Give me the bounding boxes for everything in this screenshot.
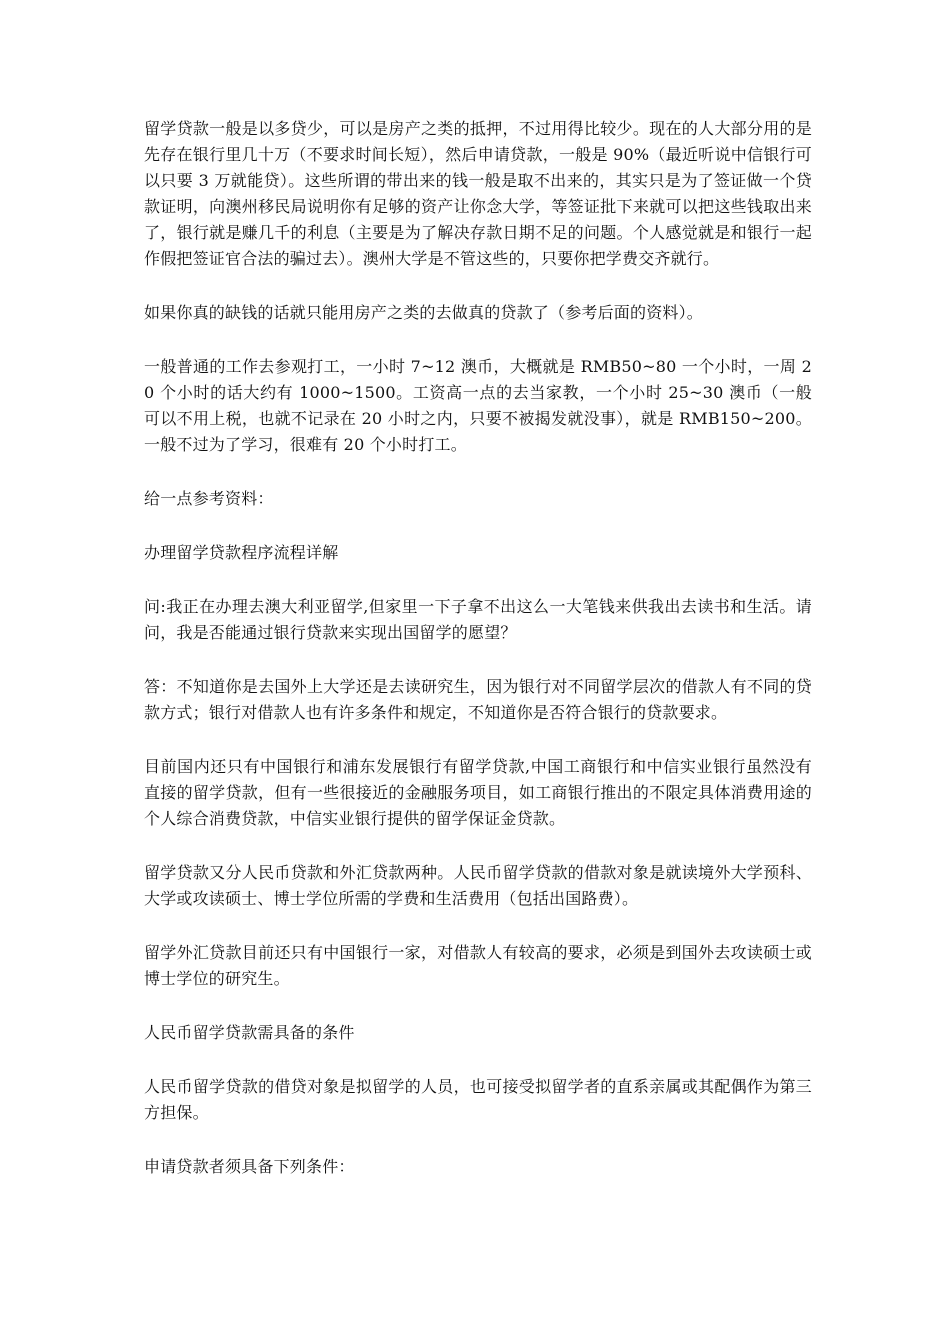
paragraph-part-time-work: 一般普通的工作去参观打工，一小时 7~12 澳币，大概就是 RMB50~80 一个小时，一周 20 个小时的话大约有 1000~1500。工资高一点的去当家教，一个小时 25~30 澳币（一般可以不用上税，也就不记录在 20 小时之内，只要不被揭发就没事），就是 RMB150~200。一般不过为了学习，很难有 20 个小时打工。 (144, 357, 812, 454)
paragraph-real-loan: 如果你真的缺钱的话就只能用房产之类的去做真的贷款了（参考后面的资料）。 (144, 303, 704, 322)
paragraph-loan-types: 留学贷款又分人民币贷款和外汇贷款两种。人民币留学贷款的借款对象是就读境外大学预科、大学或攻读硕士、博士学位所需的学费和生活费用（包括出国路费）。 (144, 863, 812, 908)
paragraph-banks: 目前国内还只有中国银行和浦东发展银行有留学贷款,中国工商银行和中信实业银行虽然没有直接的留学贷款，但有一些很接近的金融服务项目，如工商银行推出的不限定具体消费用途的个人综合消费贷款，中信实业银行提供的留学保证金贷款。 (144, 757, 812, 828)
paragraph-foreign-currency-loan: 留学外汇贷款目前还只有中国银行一家，对借款人有较高的要求，必须是到国外去攻读硕士或博士学位的研究生。 (144, 943, 812, 988)
paragraph-loan-overview: 留学贷款一般是以多贷少，可以是房产之类的抵押，不过用得比较少。现在的人大部分用的是先存在银行里几十万（不要求时间长短），然后申请贷款，一般是 90%（最近听说中信银行可以只要 3 万就能贷）。这些所谓的带出来的钱一般是取不出来的，其实只是为了签证做一个贷款证明，向澳州移民局说明你有足够的资产让你念大学，等签证批下来就可以把这些钱取出来了，银行就是赚几千的利息（主要是为了解决存款日期不足的问题。个人感觉就是和银行一起作假把签证官合法的骗过去）。澳州大学是不管这些的，只要你把学费交齐就行。 (144, 119, 812, 268)
paragraph-answer: 答：不知道你是去国外上大学还是去读研究生，因为银行对不同留学层次的借款人有不同的贷款方式；银行对借款人也有许多条件和规定，不知道你是否符合银行的贷款要求。 (144, 677, 812, 722)
paragraph-reference-intro: 给一点参考资料： (144, 489, 274, 508)
paragraph-applicant-conditions: 申请贷款者须具备下列条件： (144, 1157, 355, 1176)
paragraph-borrower-object: 人民币留学贷款的借贷对象是拟留学的人员，也可接受拟留学者的直系亲属或其配偶作为第三方担保。 (144, 1077, 812, 1122)
section-heading-rmb-conditions: 人民币留学贷款需具备的条件 (144, 1023, 355, 1042)
document-page (144, 116, 812, 1208)
section-heading-loan-process: 办理留学贷款程序流程详解 (144, 543, 339, 562)
paragraph-question: 问:我正在办理去澳大利亚留学,但家里一下子拿不出这么一大笔钱来供我出去读书和生活。请问，我是否能通过银行贷款来实现出国留学的愿望？ (144, 597, 812, 642)
